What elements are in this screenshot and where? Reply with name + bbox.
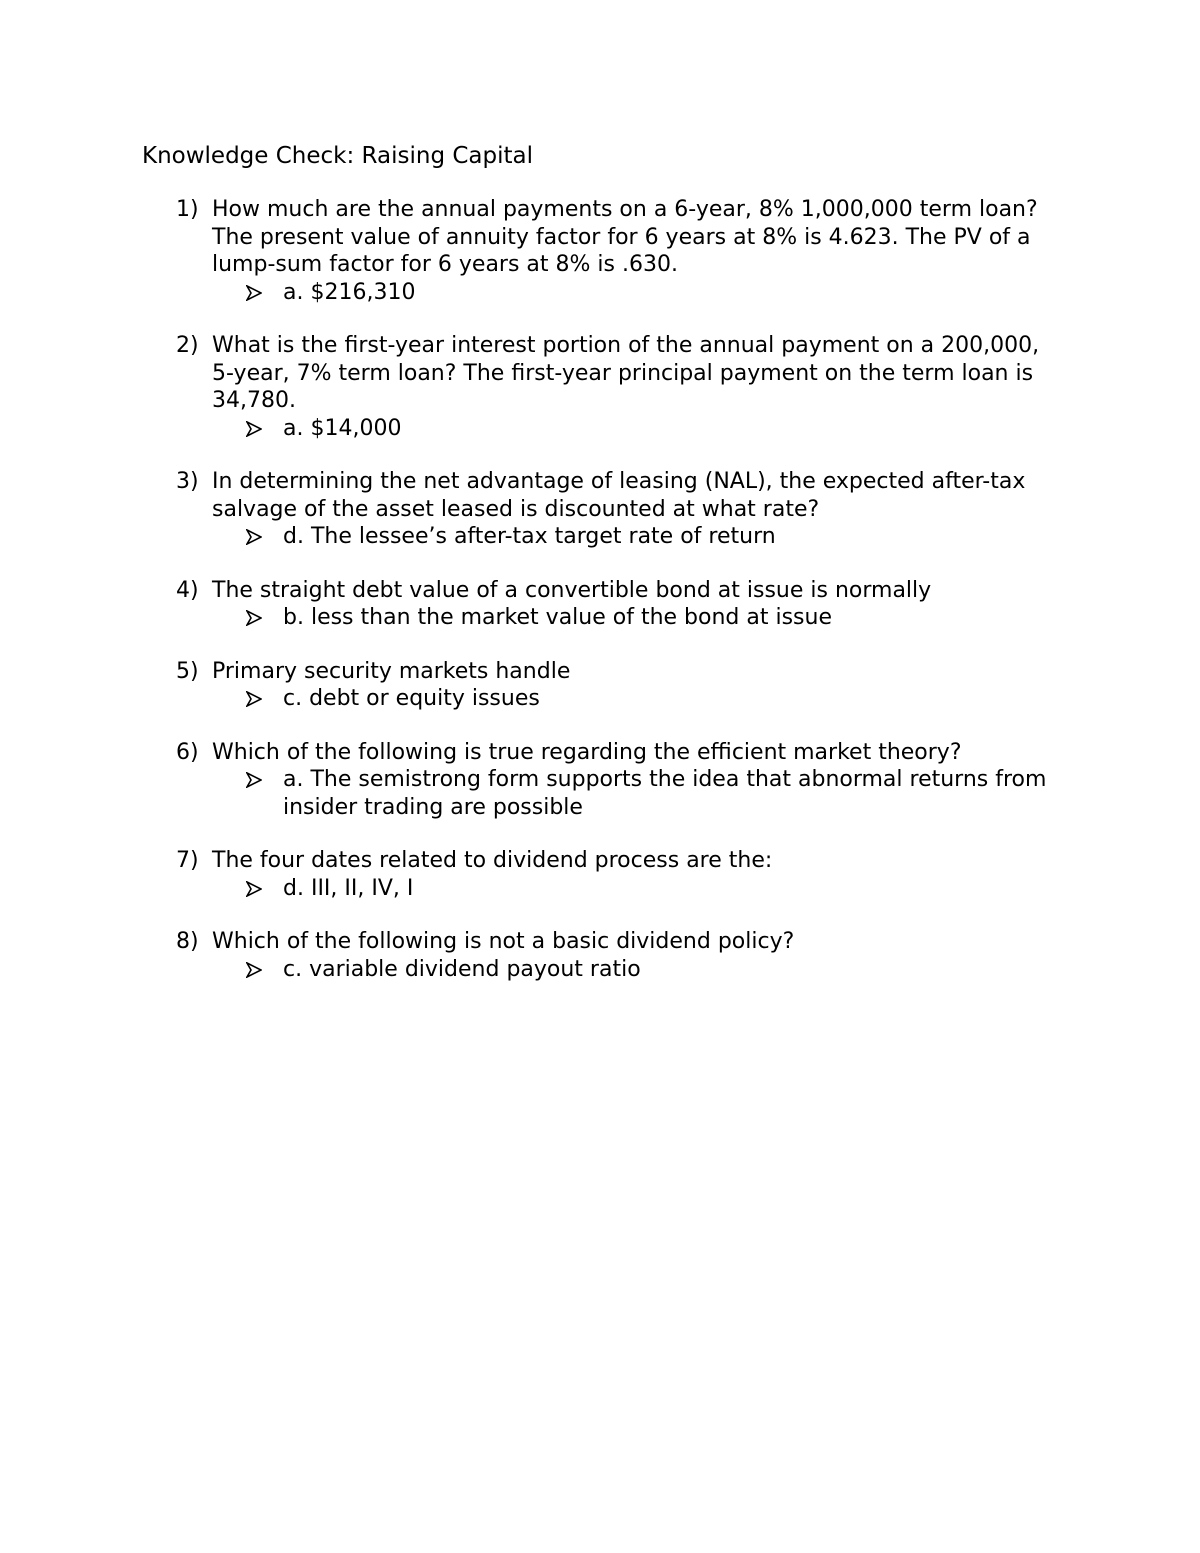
answer-item xyxy=(283,685,1053,713)
question-number: 6) xyxy=(176,739,199,765)
question-number: 4) xyxy=(176,577,199,603)
question-text: What is the first-year interest portion of the annual payment on a 200,000, 5-year, 7% term loan? The first-year principal payment on the term loan is 34,780. xyxy=(212,333,1040,413)
answer-text: b. less than the market value of the bond at issue xyxy=(283,605,832,630)
question-item xyxy=(0,468,1200,551)
question-number: 7) xyxy=(176,848,199,873)
question-number: 2) xyxy=(176,333,199,358)
document-title: Knowledge Check: Raising Capital xyxy=(142,143,534,169)
answer-item xyxy=(283,604,1053,632)
answer-item xyxy=(283,279,1053,307)
question-text: How much are the annual payments on a 6-year, 8% 1,000,000 term loan? The present value of annuity factor for 6 years at 8% is 4.623. The PV of a lump-sum factor for 6 years at 8% is .630. xyxy=(212,197,1038,277)
arrow-bullet-icon xyxy=(246,285,262,301)
question-item xyxy=(0,928,1200,983)
answer-text: d. The lessee’s after-tax target rate of return xyxy=(283,524,776,549)
arrow-bullet-icon xyxy=(246,421,262,437)
question-number: 8) xyxy=(176,929,199,954)
answer-item xyxy=(283,875,1053,903)
question-text: In determining the net advantage of leasing (NAL), the expected after-tax salvage of the asset leased is discounted at what rate? xyxy=(212,469,1026,522)
question-text: Which of the following is not a basic dividend policy? xyxy=(212,929,795,954)
answer-text: a. $14,000 xyxy=(283,415,402,441)
arrow-bullet-icon xyxy=(246,529,262,545)
question-list xyxy=(0,196,1200,1009)
answer-item xyxy=(283,956,1053,984)
question-item xyxy=(0,739,1200,822)
arrow-bullet-icon xyxy=(246,772,262,788)
arrow-bullet-icon xyxy=(246,881,262,897)
arrow-bullet-icon xyxy=(246,691,262,707)
answer-text: a. The semistrong form supports the idea that abnormal returns from insider trading are possible xyxy=(283,767,1047,820)
question-item xyxy=(0,577,1200,632)
answer-text: d. III, II, IV, I xyxy=(283,875,414,901)
question-text: The straight debt value of a convertible bond at issue is normally xyxy=(212,577,932,603)
question-number: 3) xyxy=(176,469,199,494)
question-text: The four dates related to dividend process are the: xyxy=(212,848,773,873)
answer-text: c. debt or equity issues xyxy=(283,686,540,711)
arrow-bullet-icon xyxy=(246,962,262,978)
question-item xyxy=(0,847,1200,902)
question-item xyxy=(0,332,1200,442)
arrow-bullet-icon xyxy=(246,610,262,626)
answer-item xyxy=(283,523,1053,551)
question-text: Which of the following is true regarding the efficient market theory? xyxy=(212,739,962,765)
question-item xyxy=(0,196,1200,306)
question-number: 5) xyxy=(176,658,199,684)
question-number: 1) xyxy=(176,197,199,222)
answer-item xyxy=(283,766,1053,821)
answer-text: a. $216,310 xyxy=(283,279,416,305)
question-item xyxy=(0,658,1200,713)
question-text: Primary security markets handle xyxy=(212,658,571,684)
answer-item xyxy=(283,415,1053,443)
answer-text: c. variable dividend payout ratio xyxy=(283,956,641,982)
